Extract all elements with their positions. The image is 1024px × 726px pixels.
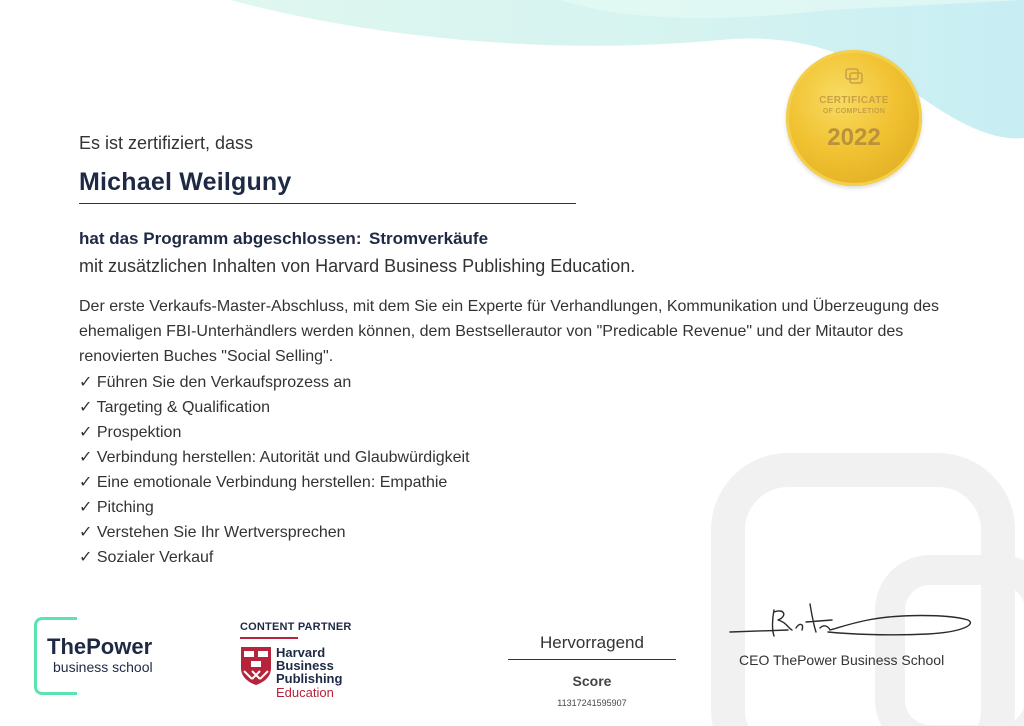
list-item: ✓ Verstehen Sie Ihr Wertversprechen <box>79 524 346 541</box>
certification-intro: Es ist zertifiziert, dass <box>79 133 254 153</box>
signer-title: CEO ThePower Business School <box>739 652 945 668</box>
list-item: ✓ Sozialer Verkauf <box>79 549 214 566</box>
program-description: Der erste Verkaufs-Master-Abschluss, mit dem Sie ein Experte für Verhandlungen, Kommunikation und Überzeugung des ehemaligen FBI-Unterhändlers werden können, dem Bestsellerautor von "Predicable Revenue" und der Mitautor des renovierten Buches "Social Selling". <box>79 298 939 365</box>
list-item: ✓ Führen Sie den Verkaufsprozess an <box>79 374 352 391</box>
thepower-logo-subtitle: business school <box>53 659 153 675</box>
thepower-logo-title: ThePower <box>47 634 153 659</box>
ceo-signature <box>728 598 976 646</box>
list-item: ✓ Pitching <box>79 499 154 516</box>
score-label: Score <box>572 673 612 689</box>
partner-name-line3: Publishing <box>276 671 343 686</box>
content-partner-label: CONTENT PARTNER <box>240 621 352 633</box>
list-item: ✓ Targeting & Qualification <box>79 399 270 416</box>
partner-name-line2: Business <box>276 658 334 673</box>
grade-value: Hervorragend <box>540 633 644 652</box>
list-item: ✓ Prospektion <box>79 424 182 441</box>
program-prefix: hat das Programm abgeschlossen: <box>79 229 362 248</box>
medal-subtitle: OF COMPLETION <box>822 108 886 115</box>
program-name: Stromverkäufe <box>369 229 489 248</box>
partner-divider <box>240 637 298 639</box>
grade-underline <box>508 659 676 660</box>
medal-title: CERTIFICATE <box>819 95 889 106</box>
certificate-id: 11317241595907 <box>557 698 627 708</box>
harvard-shield-icon <box>240 646 272 686</box>
additional-content-note: mit zusätzlichen Inhalten von Harvard Business Publishing Education. <box>79 256 636 276</box>
completion-medal <box>786 50 922 186</box>
medal-year: 2022 <box>827 124 881 151</box>
certificate-badge-icon <box>844 68 864 84</box>
recipient-name: Michael Weilguny <box>79 168 292 196</box>
list-item: ✓ Verbindung herstellen: Autorität und Glaubwürdigkeit <box>79 449 470 466</box>
program-completed-line <box>79 229 489 249</box>
list-item: ✓ Eine emotionale Verbindung herstellen: Empathie <box>79 474 448 491</box>
module-list <box>79 370 470 570</box>
partner-name-line1: Harvard <box>276 645 326 660</box>
partner-name-line4: Education <box>276 685 334 700</box>
name-underline <box>79 203 576 204</box>
